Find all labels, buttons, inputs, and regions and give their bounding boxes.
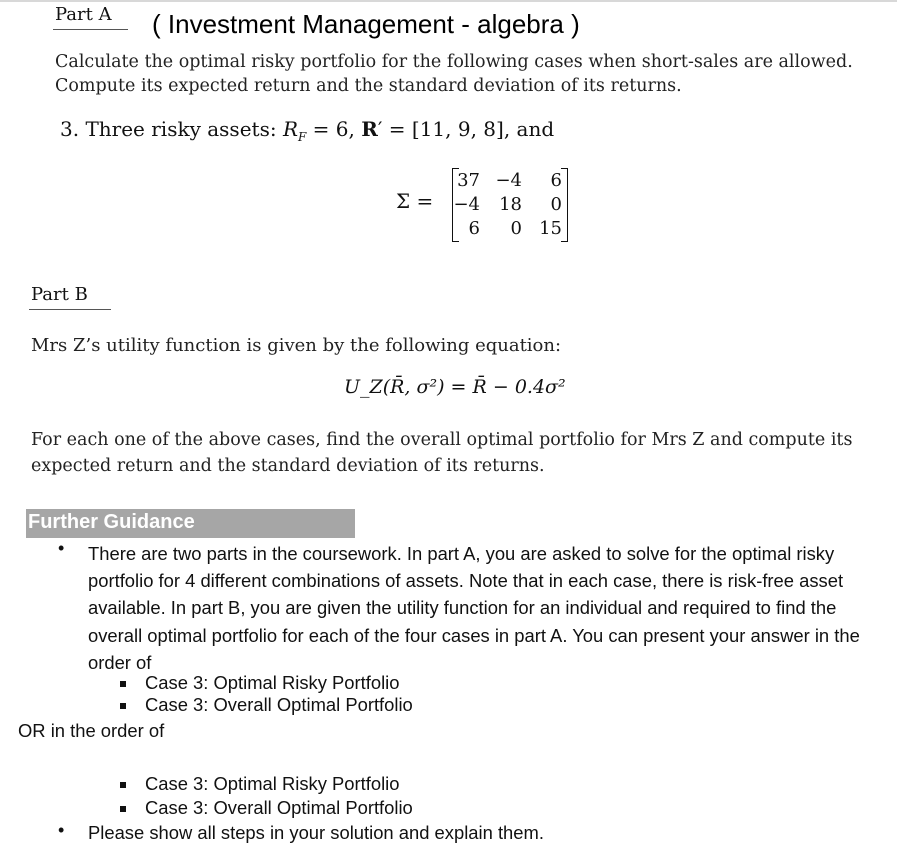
sub-bullet-b2: Case 3: Overall Optimal Portfolio	[145, 797, 413, 818]
rf-subscript: F	[298, 130, 307, 144]
square-bullet-icon	[120, 782, 126, 788]
rf-symbol: R	[282, 117, 298, 141]
intro-line-2: Compute its expected return and the standard deviation of its returns.	[55, 76, 682, 96]
page-title: ( Investment Management - algebra )	[152, 9, 580, 39]
sub-bullet-a1: Case 3: Optimal Risky Portfolio	[145, 672, 400, 693]
square-bullet-icon	[120, 806, 126, 812]
matrix-cell: 18	[499, 194, 522, 215]
matrix-cell: −4	[495, 170, 522, 191]
part-b-underline	[29, 309, 111, 310]
sub-bullet-b1: Case 3: Optimal Risky Portfolio	[145, 773, 400, 794]
case-3-statement	[60, 117, 554, 144]
covariance-matrix	[452, 168, 568, 242]
r-vector-value: ′ = [11, 9, 8], and	[377, 117, 555, 141]
matrix-cell: 37	[457, 170, 480, 191]
r-vector-symbol: R	[361, 117, 378, 141]
matrix-cell: 6	[468, 218, 480, 239]
square-bullet-icon	[120, 703, 126, 709]
foreach-line-1: For each one of the above cases, find the overall optimal portfolio for Mrs Z and compute its	[31, 430, 853, 450]
sigma-label: Σ =	[396, 189, 434, 213]
square-bullet-icon	[120, 681, 126, 687]
guidance-bullet-2: Please show all steps in your solution and explain them.	[88, 822, 544, 843]
utility-intro: Mrs Z’s utility function is given by the following equation:	[31, 335, 562, 356]
matrix-cell: 15	[539, 218, 562, 239]
bullet-dot-icon: •	[58, 538, 65, 558]
case-3-prefix: 3. Three risky assets:	[60, 117, 283, 141]
guidance-bullet-1: There are two parts in the coursework. In part A, you are asked to solve for the optimal risky portfolio for 4 different combinations of assets. Note that in each case, there is risk-free asset available. In part B, you are given the utility function for an individual and required to find the overall optimal portfolio for each of the four cases in part A. You can present your answer in the order of	[88, 543, 860, 673]
bullet-dot-icon: •	[58, 820, 65, 840]
matrix-cell: 0	[550, 194, 562, 215]
guidance-title: Further Guidance	[28, 511, 195, 533]
or-text: OR in the order of	[18, 720, 165, 741]
rf-value: = 6,	[306, 117, 362, 141]
part-b-heading: Part B	[31, 284, 88, 305]
part-a-heading: Part A	[55, 4, 112, 25]
matrix-cell: 0	[510, 218, 522, 239]
foreach-line-2: expected return and the standard deviation of its returns.	[31, 456, 545, 476]
matrix-cell: −4	[453, 194, 480, 215]
part-a-intro	[55, 50, 853, 98]
intro-line-1: Calculate the optimal risky portfolio for the following cases when short-sales are allowed.	[55, 52, 853, 72]
sub-bullet-a2: Case 3: Overall Optimal Portfolio	[145, 694, 413, 715]
matrix-right-bracket	[561, 168, 568, 242]
part-a-underline	[53, 29, 128, 30]
utility-equation: U_Z(R̄, σ²) = R̄ − 0.4σ²	[344, 376, 566, 398]
matrix-cell: 6	[550, 170, 562, 191]
part-b-instructions	[31, 427, 881, 479]
top-divider	[0, 0, 897, 2]
